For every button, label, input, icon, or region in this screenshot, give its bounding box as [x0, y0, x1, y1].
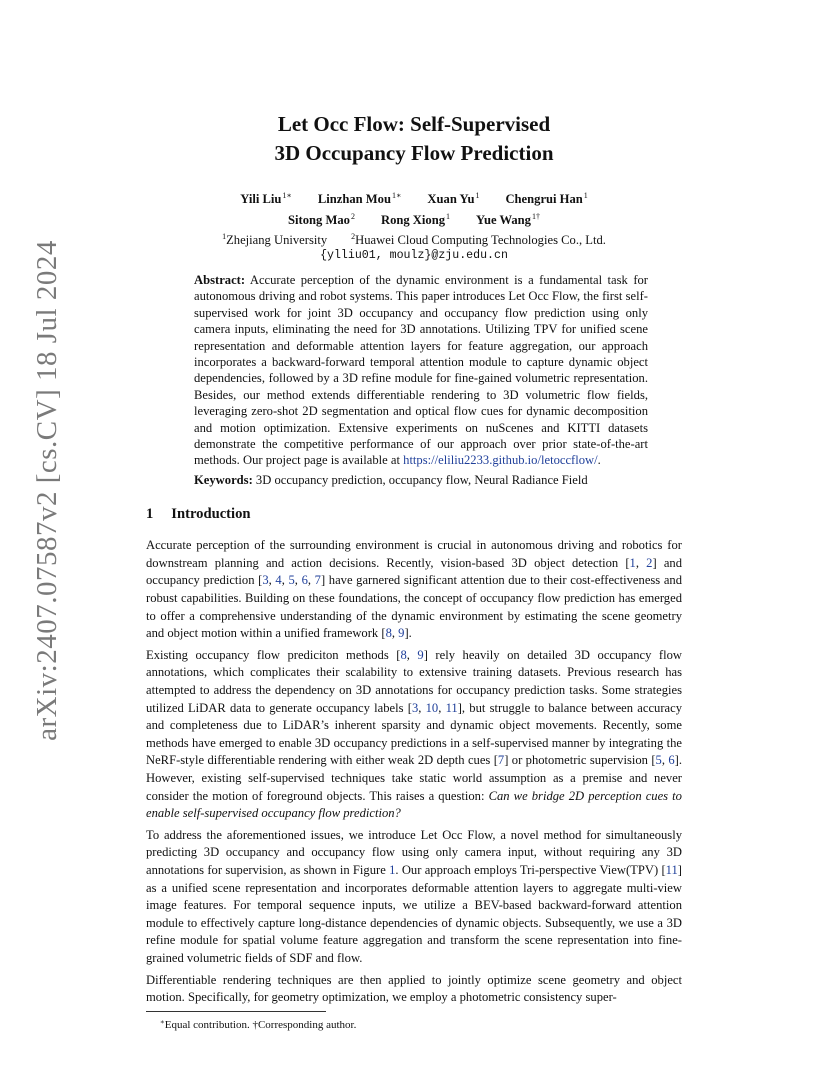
- author-name: Sitong Mao: [288, 213, 350, 227]
- author-name: Linzhan Mou: [317, 192, 391, 206]
- citation-link[interactable]: 4: [275, 573, 282, 588]
- paragraph-text: ,: [635, 555, 647, 570]
- author-row-1: [146, 187, 682, 208]
- citation-link[interactable]: 2: [646, 555, 653, 570]
- paragraph-text: ] or photometric supervision [: [504, 753, 656, 768]
- paragraph-text: ,: [307, 573, 315, 588]
- author-name: Yili Liu: [240, 192, 282, 206]
- author: [427, 187, 479, 208]
- paragraph-text: ,: [268, 573, 276, 588]
- author-affiliation-marker: 1†: [531, 212, 540, 221]
- citation-link[interactable]: 6: [301, 573, 308, 588]
- intro-paragraph-1: [146, 537, 682, 643]
- arxiv-identifier: [22, 239, 72, 741]
- paragraph-text: ,: [406, 647, 418, 662]
- citation-link[interactable]: 9: [398, 626, 405, 641]
- author: [318, 187, 402, 208]
- paragraph-text: Accurate perception of the surrounding environment is crucial in autonomous driving and robotics for downstream planning and action decisions. Recently, vision-based 3D object detection [: [146, 538, 682, 570]
- affiliation-2-name: Huawei Cloud Computing Technologies Co., Ltd.: [355, 233, 606, 247]
- citation-link[interactable]: 9: [417, 647, 424, 662]
- paragraph-text: ] have garnered significant attention due to their cost-effectiveness and robust capabilities. Building on these foundations, the concept of occupancy flow prediction has emerged to offer a comprehensive understanding of the dynamic environment by estimating the scene geometry and object motion within a unified framework [: [146, 573, 683, 641]
- citation-link[interactable]: 3: [411, 700, 419, 715]
- citation-link[interactable]: 1: [389, 862, 396, 877]
- citation-link[interactable]: 8: [400, 647, 407, 662]
- project-page-link[interactable]: https://eliliu2233.github.io/letoccflow/: [403, 453, 598, 468]
- author-name: Yue Wang: [476, 213, 531, 227]
- paragraph-text: . Our approach employs Tri-perspective View(TPV) [: [395, 862, 666, 877]
- paragraph-text: ] rely heavily on detailed 3D occupancy flow annotations, which complicates their scalability to extensive training datasets. Previous research has attempted to address the dependency on 3D annotations for occupancy prediction tasks. Some strategies utilized LiDAR data to generate occupancy labels [: [146, 647, 682, 715]
- paragraph-text: ], but struggle to balance between accuracy and completeness due to LiDAR’s inherent sparsity and dynamic object movements. Recently, some methods have emerged to enable 3D occupancy predictions in a self-supervised manner by integrating the NeRF-style differentiable rendering with either weak 2D depth cues [: [146, 700, 683, 768]
- citation-link[interactable]: 7: [314, 573, 321, 588]
- title-line-1: Let Occ Flow: Self-Supervised: [277, 112, 551, 136]
- paragraph-text: ]. However, existing self-supervised techniques take static world assumption as a premise and never consider the motion of foreground objects. This raises a question:: [146, 753, 682, 803]
- paragraph-text: ] and occupancy prediction [: [146, 555, 682, 588]
- citation-link[interactable]: 10: [425, 700, 439, 715]
- paper-page: [146, 110, 682, 1032]
- paragraph-text: ,: [281, 573, 289, 588]
- author-row-2: [146, 208, 682, 229]
- author-affiliation-marker: 1∗: [282, 191, 292, 200]
- author-name: Xuan Yu: [427, 192, 475, 206]
- abstract-text: Accurate perception of the dynamic environment is a fundamental task for autonomous driving and robot systems. This paper introduces Let Occ Flow, the first self-supervised work for joint 3D occupancy and occupancy flow prediction using only camera inputs, eliminating the need for 3D annotations. Utilizing TPV for unified scene representation and deformable attention layers for feature aggregation, our approach incorporates a backward-forward temporal attention module to capture dynamic object dependencies, followed by a 3D refine module for fine-gained volumetric representation. Besides, our method extends differentiable rendering to 3D volumetric flow fields, leveraging zero-shot 2D segmentation and optical flow cues for dynamic decomposition and motion optimization. Extensive experiments on nuScenes and KITTI datasets demonstrate the competitive performance of our approach over prior state-of-the-art methods. Our project page is available at: [194, 273, 648, 468]
- paragraph-text: ,: [391, 626, 399, 641]
- author: [505, 187, 587, 208]
- paragraph-text: ] as a unified scene representation and incorporates deformable attention layers to aggregate multi-view image features. For temporal sequence inputs, we utilize a BEV-based backward-forward attention module to effectively capture long-distance dependencies of dynamic objects. Subsequently, we use a 3D refine module for spatial volume feature aggregation and transform the scene representation into fine-grained volumetric fields of SDF and flow.: [146, 862, 682, 965]
- author: [240, 187, 292, 208]
- author-affiliation-marker: 1: [446, 212, 451, 221]
- footnote-text: Equal contribution. †Corresponding author.: [164, 1018, 357, 1031]
- abstract-end: .: [597, 453, 601, 468]
- citation-link[interactable]: 6: [668, 753, 675, 768]
- paragraph-text: Existing occupancy flow prediciton methods [: [146, 647, 401, 662]
- research-question: Can we bridge 2D perception cues to enable self-supervised occupancy flow prediction?: [146, 788, 682, 821]
- keywords-text: 3D occupancy prediction, occupancy flow, Neural Radiance Field: [252, 472, 588, 487]
- affiliation-1: [222, 229, 327, 248]
- citation-link[interactable]: 11: [665, 862, 678, 877]
- paragraph-text: ,: [418, 700, 426, 715]
- affiliation-2-marker: 2: [351, 232, 356, 241]
- citation-link[interactable]: 5: [288, 573, 295, 588]
- affiliation-2: [351, 229, 606, 248]
- abstract: [194, 272, 648, 469]
- section-heading-introduction: [146, 506, 682, 523]
- keywords-label: Keywords:: [194, 472, 253, 487]
- paragraph-text: Differentiable rendering techniques are then applied to jointly optimize scene geometry and object motion. Specifically, for geometry optimization, we employ a photometric consistency super-: [146, 972, 682, 1005]
- citation-link[interactable]: 3: [262, 573, 269, 588]
- citation-link[interactable]: 11: [445, 700, 458, 715]
- author-email: {ylliu01, moulz}@zju.edu.cn: [320, 249, 508, 262]
- intro-paragraph-4: [146, 972, 682, 1007]
- title-line-2: 3D Occupancy Flow Prediction: [274, 141, 554, 165]
- citation-link[interactable]: 5: [655, 753, 662, 768]
- section-number: 1: [146, 506, 154, 523]
- paper-title: [146, 110, 682, 168]
- affiliation-1-name: Zhejiang University: [226, 233, 328, 247]
- citation-link[interactable]: 7: [497, 753, 505, 768]
- paragraph-text: ].: [404, 626, 412, 641]
- author-affiliation-marker: 1: [583, 191, 588, 200]
- footnote: [160, 1015, 682, 1032]
- intro-paragraph-2: [146, 647, 682, 823]
- author-affiliation-marker: 2: [350, 212, 355, 221]
- paragraph-text: ,: [294, 573, 302, 588]
- author-affiliation-marker: 1: [475, 191, 480, 200]
- affiliation-1-marker: 1: [222, 232, 227, 241]
- section-title: Introduction: [171, 506, 251, 523]
- citation-link[interactable]: 8: [385, 626, 392, 641]
- abstract-label: Abstract:: [194, 273, 246, 287]
- paragraph-text: ,: [438, 700, 446, 715]
- arxiv-identifier-text: arXiv:2407.07587v2 [cs.CV] 18 Jul 2024: [30, 239, 63, 741]
- paragraph-text: ,: [661, 753, 669, 768]
- author-name: Chengrui Han: [505, 192, 583, 206]
- citation-link[interactable]: 1: [629, 555, 636, 570]
- author: [476, 208, 540, 229]
- author-list: [146, 187, 682, 229]
- author: [381, 208, 450, 229]
- footnote-divider: [146, 1011, 326, 1012]
- keywords: [194, 472, 648, 488]
- paragraph-text: To address the aforementioned issues, we introduce Let Occ Flow, a novel method for simultaneously predicting 3D occupancy and occupancy flow using only camera input, without requiring any 3D annotations for supervision, as shown in Figure: [146, 827, 682, 877]
- author-affiliation-marker: 1∗: [391, 191, 402, 200]
- author: [288, 208, 355, 229]
- affiliations: [146, 229, 682, 248]
- intro-paragraph-3: [146, 827, 682, 968]
- author-name: Rong Xiong: [380, 213, 446, 227]
- footnote-marker: ∗: [160, 1017, 165, 1026]
